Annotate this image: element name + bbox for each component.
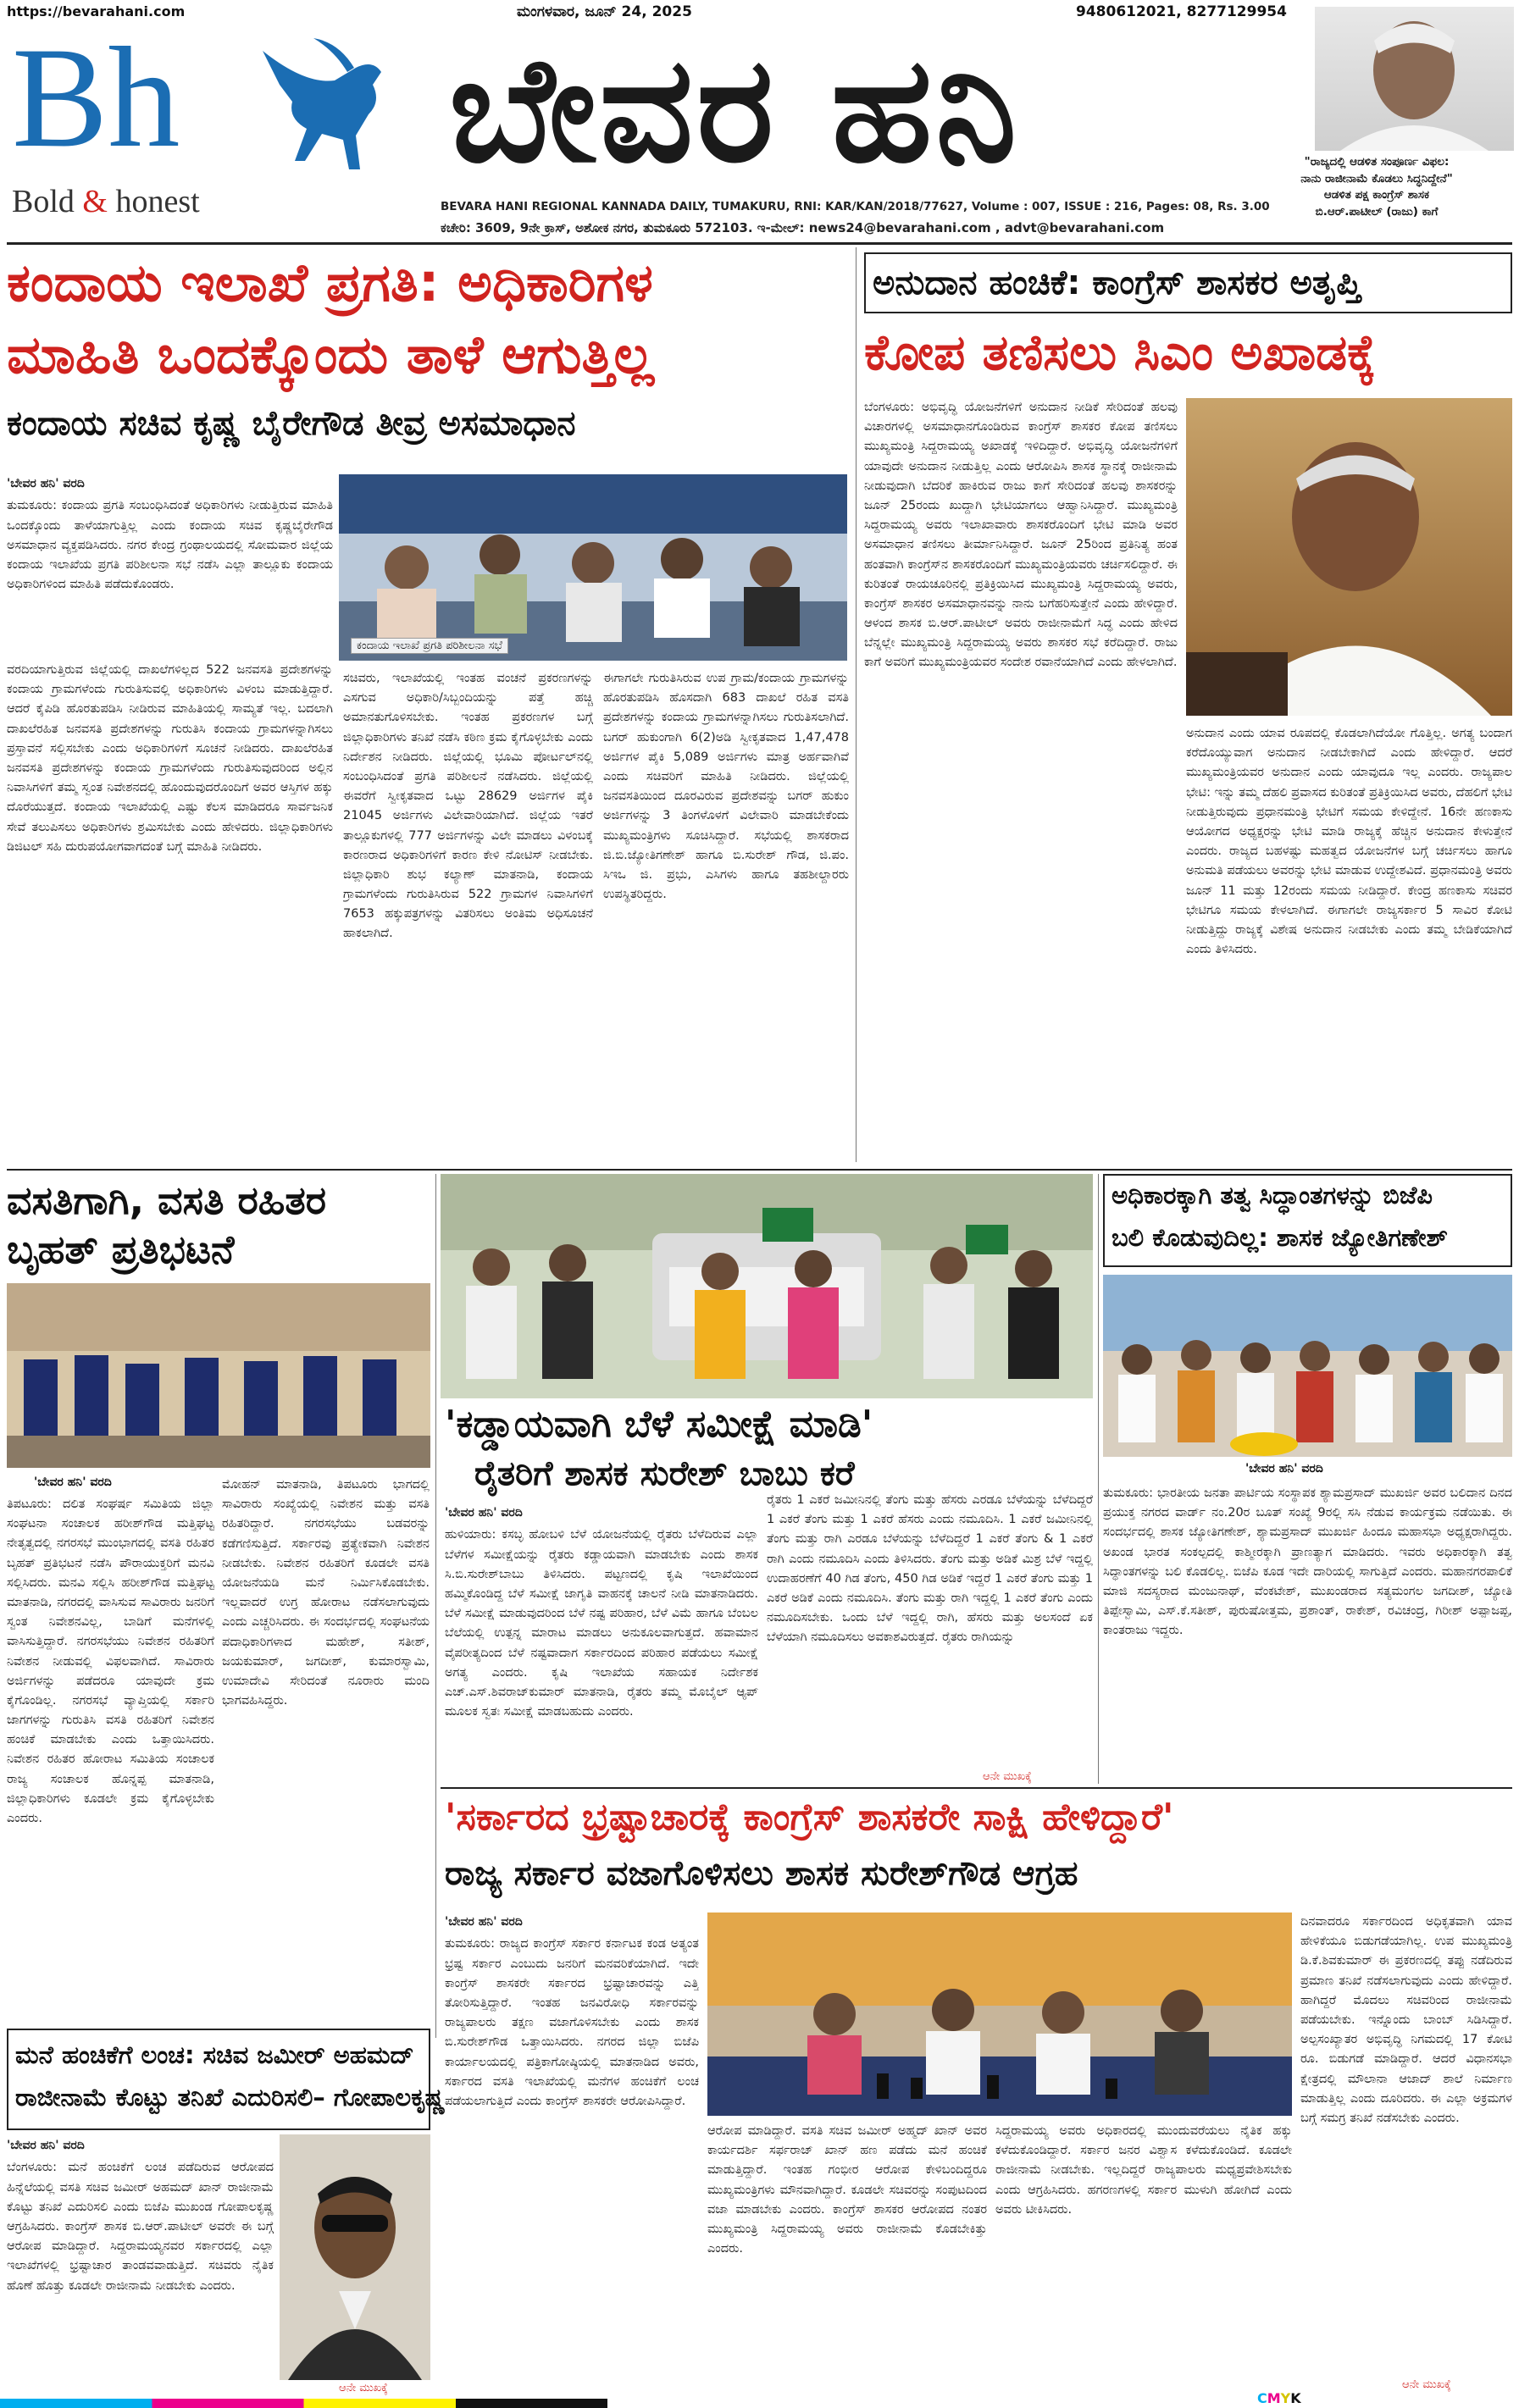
story5-headline-2: ಬಲಿ ಕೊಡುವುದಿಲ್ಲ: ಶಾಸಕ ಜ್ಯೋತಿಗಣೇಶ್ (1112, 1223, 1448, 1252)
story2-col1-text: ಬೆಂಗಳೂರು: ಅಭಿವೃದ್ಧಿ ಯೋಜನೆಗಳಿಗೆ ಅನುದಾನ ನೀಡಿಕೆ ಸೇರಿದಂತೆ ಹಲವು ವಿಚಾರಗಳಲ್ಲಿ ಅಸಮಾಧಾನಗೊಂಡಿರುವ ಕಾಂಗ್ರೆಸ್ ಶಾಸಕರ ಕೋಪ ತಣಿಸಲು ಮುಖ್ಯಮಂತ್ರಿ ಸಿದ್ದರಾಮಯ್ಯ ಅಖಾಡಕ್ಕೆ ಇಳಿದಿದ್ದಾರೆ. ಅಭಿವೃದ್ಧಿ ಯೋಜನೆಗಳಿಗೆ ಯಾವುದೇ ಅನುದಾನ ನೀಡುತ್ತಿಲ್ಲ ಎಂದು ಆರೋಪಿಸಿ ಶಾಸಕ ಸ್ಥಾನಕ್ಕೆ ರಾಜೀನಾಮೆ ನೀಡುವುದಾಗಿ ಬೆದರಿಕೆ ಹಾಕಿರುವ ರಾಜು ಕಾಗೆ ಸೇರಿದಂತೆ ಹಲವು ಶಾಸಕರನ್ನು ಜೂನ್ 25ರಂದು ಖುದ್ದಾಗಿ ಭೇಟಿಯಾಗಲು ಆಹ್ವಾನಿಸಿದ್ದಾರೆ. ಮುಖ್ಯಮಂತ್ರಿ ಸಿದ್ದರಾಮಯ್ಯ ಅವರು ಇಲಾಖಾವಾರು ಶಾಸಕರೊಂದಿಗೆ ಭೇಟಿ ಮಾಡಿ ಅವರ ಅಸಮಾಧಾನ ತಣಿಸಲು ತೀರ್ಮಾನಿಸಿದ್ದಾರೆ. ಜೂನ್ 25ರಿಂದ ಪ್ರತಿನಿತ್ಯ ಹಂತ ಹಂತವಾಗಿ ಕಾಂಗ್ರೆಸ್‌ನ ಶಾಸಕರೊಂದಿಗೆ ಮುಖ್ಯಮಂತ್ರಿಯವರು ಚರ್ಚಿಸಲಿದ್ದಾರೆ. ಈ ಕುರಿತಂತೆ ರಾಯಚೂರಿನಲ್ಲಿ ಪ್ರತಿಕ್ರಿಯಿಸಿದ ಮುಖ್ಯಮಂತ್ರಿ ಸಿದ್ದರಾಮಯ್ಯ ಅವರು, ಕಾಂಗ್ರೆಸ್ ಶಾಸಕರ ಅಸಮಾಧಾನವನ್ನು ನಾನು ಬಗೆಹರಿಸುತ್ತೇನೆ ಎಂದು ಹೇಳಿದ್ದಾರೆ. ಆಳಂದ ಶಾಸಕ ಬಿ.ಆರ್.ಪಾಟೀಲ್ ಅವರು ರಾಜೀನಾಮೆಗೆ ಸಿದ್ಧ ಎಂದು ಹೇಳಿದ ಬೆನ್ನಲ್ಲೇ ಮುಖ್ಯಮಂತ್ರಿ ಸಿದ್ದರಾಮಯ್ಯ ಅವರು ಶಾಸಕರ ಸಭೆ ಕರೆದಿದ್ದಾರೆ. ರಾಜು ಕಾಗೆ ಅವರಿಗೆ ಮುಖ್ಯಮಂತ್ರಿಯವರ ಸಂದೇಶ ರವಾನೆಯಾಗಿದೆ ಎಂದು ಹೇಳಲಾಗಿದೆ. (864, 401, 1178, 670)
divider-4 (1098, 1174, 1099, 1784)
cm-photo (1186, 398, 1512, 716)
story1-col2-text: ಸಚಿವರು, ಇಲಾಖೆಯಲ್ಲಿ ಇಂತಹ ವಂಚನೆ ಪ್ರಕರಣಗಳನ್ನು ಎಸಗುವ ಅಧಿಕಾರಿ/ಸಿಬ್ಬಂದಿಯನ್ನು ಪತ್ತೆ ಹಚ್ಚಿ ಅಮಾನತುಗೊಳಿಸಬೇಕು. ಇಂತಹ ಪ್ರಕರಣಗಳ ಬಗ್ಗೆ ಜಿಲ್ಲಾಧಿಕಾರಿಗಳು ತನಿಖೆ ನಡೆಸಿ ಕಠಿಣ ಕ್ರಮ ಕೈಗೊಳ್ಳಬೇಕು ಎಂದು ನಿರ್ದೇಶನ ನೀಡಿದರು. ಜಿಲ್ಲೆಯಲ್ಲಿ ಭೂಮಿ ಪೋರ್ಟಲ್‌ನಲ್ಲಿ ಸಂಬಂಧಿಸಿದಂತೆ ಪ್ರಗತಿ ಪರಿಶೀಲನೆ ನಡೆಸಿದರು. ಜಿಲ್ಲೆಯಲ್ಲಿ ಈವರೆಗೆ ಸ್ವೀಕೃತವಾದ ಒಟ್ಟು 28629 ಅರ್ಜಿಗಳ ಪೈಕಿ 21045 ಅರ್ಜಿಗಳು ವಿಲೇವಾರಿಯಾಗಿದೆ. ಜಿಲ್ಲೆಯ ಇತರೆ ತಾಲ್ಲೂಕುಗಳಲ್ಲಿ 777 ಅರ್ಜಿಗಳನ್ನು ವಿಲೇ ಮಾಡಲು ವಿಳಂಬಕ್ಕೆ ಕಾರಣರಾದ ಅಧಿಕಾರಿಗಳಿಗೆ ಕಾರಣ ಕೇಳಿ ನೋಟಿಸ್ ನೀಡಬೇಕು. ಜಿಲ್ಲಾಧಿಕಾರಿ ಶುಭ ಕಲ್ಯಾಣ್ ಮಾತನಾಡಿ, ಕಂದಾಯ ಗ್ರಾಮಗಳೆಂದು ಗುರುತಿಸಿರುವ 522 ಗ್ರಾಮಗಳ ನಿವಾಸಿಗಳಿಗೆ 7653 ಹಕ್ಕುಪತ್ರಗಳನ್ನು ವಿತರಿಸಲು ಅಂತಿಮ ಅಧಿಸೂಚನೆ ಹಾಕಲಾಗಿದೆ. (343, 672, 593, 941)
story5-headline-1: ಅಧಿಕಾರಕ್ಕಾಗಿ ತತ್ವ ಸಿದ್ಧಾಂತಗಳನ್ನು ಬಿಜೆಪಿ (1112, 1181, 1433, 1210)
story4-col2-text: ರೈತರು 1 ಎಕರೆ ಜಮೀನಿನಲ್ಲಿ ತೆಂಗು ಮತ್ತು ಹೆಸರು ಎರಡೂ ಬೆಳೆಯನ್ನು ಬೆಳೆದಿದ್ದರೆ 1 ಎಕರೆ ತೆಂಗು ಮತ್ತು 1 ಎಕರೆ ಹೆಸರು ಎಂದು ನಮೂದಿಸಿ. 1 ಎಕರೆ ಜಮೀನಿನಲ್ಲಿ ತೆಂಗು ಮತ್ತು ರಾಗಿ ಎರಡೂ ಬೆಳೆಯನ್ನು ಬೆಳೆದಿದ್ದರೆ 1 ಎಕರೆ ತೆಂಗು & 1 ಎಕರೆ ರಾಗಿ ಎಂದು ನಮೂದಿಸಿ ಎಂದು ತಿಳಿಸಿದರು. ತೆಂಗು ಮತ್ತು ಅಡಿಕೆ ಮಿಶ್ರ ಬೆಳೆ ಇದ್ದಲ್ಲಿ ಉದಾಹರಣೆಗೆ 40 ಗಿಡ ತೆಂಗು, 450 ಗಿಡ ಅಡಿಕೆ ಇದ್ದರೆ 1 ಎಕರೆ ತೆಂಗು ಮತ್ತು 1 ಎಕರೆ ಅಡಿಕೆ ಎಂದು ನಮೂದಿಸಿ. ತೆಂಗು ಮತ್ತು ರಾಗಿ ಇದ್ದಲ್ಲಿ 1 ಎಕರೆ ತೆಂಗು ಎಂದು ನಮೂದಿಸಬೇಕು. ಒಂದು ಬೆಳೆ ಇದ್ದಲ್ಲಿ ರಾಗಿ, ಹೆಸರು ಮತ್ತು ಅಲಸಂದೆ ಏಕ ಬೆಳೆಯಾಗಿ ನಮೂದಿಸಲು ಅವಕಾಶವಿರುತ್ತದೆ. ರೈತರು ರಾಗಿಯನ್ನು (767, 1493, 1093, 1645)
story7-portrait (280, 2134, 430, 2380)
quote-line-4: ಬಿ.ಆರ್.ಪಾಟೀಲ್ (ರಾಜು) ಕಾಗೆ (1315, 204, 1439, 219)
quote-line-3: ಆಡಳಿತ ಪಕ್ಷ ಕಾಂಗ್ರೆಸ್ ಶಾಸಕ (1323, 188, 1430, 202)
story1-col1b-text: ವರದಿಯಾಗುತ್ತಿರುವ ಜಿಲ್ಲೆಯಲ್ಲಿ ದಾಖಲೆಗಳಿಲ್ಲದ 522 ಜನವಸತಿ ಪ್ರದೇಶಗಳನ್ನು ಕಂದಾಯ ಗ್ರಾಮಗಳೆಂದು ಗುರುತಿಸುವಲ್ಲಿ ಅಧಿಕಾರಿಗಳು ವಿಳಂಬ ಮಾಡುತ್ತಿದ್ದಾರೆ. ಆದರೆ ಕೈಪಿಡಿ ಹೊರತುಪಡಿಸಿ ನೀಡಿರುವ ಮಾಹಿತಿಯಲ್ಲಿ ಸಾಮ್ಯತೆ ಇಲ್ಲ. ಬದಲಾಗಿ ದಾಖಲೆರಹಿತ ಜನವಸತಿ ಪ್ರದೇಶಗಳನ್ನು ಗುರುತಿಸಿ ಕಂದಾಯ ಗ್ರಾಮಗಳನ್ನಾಗಿಸಲು ಪ್ರಸ್ತಾವನೆ ಸಲ್ಲಿಸಬೇಕು ಎಂದು ಅಧಿಕಾರಿಗಳಿಗೆ ಸೂಚನೆ ನೀಡಿದರು. ದಾಖಲೆರಹಿತ ಜನವಸತಿ ಪ್ರದೇಶಗಳನ್ನು ಕಂದಾಯ ಗ್ರಾಮಗಳೆಂದು ಗುರುತಿಸುವುದರಿಂದ ಅಲ್ಲಿನ ನಿವಾಸಿಗಳಿಗೆ ತಮ್ಮ ಸ್ವಂತ ನಿವೇಶನದಲ್ಲಿ ಹೊಂದುವುದರೊಂದಿಗೆ ಅವರ ಆಸ್ತಿಗಳ ಹಕ್ಕು ದೊರೆಯುತ್ತದೆ. ಕಂದಾಯ ಇಲಾಖೆಯಲ್ಲಿ ಎಷ್ಟು ಕೆಲಸ ಮಾಡಿದರೂ ಸಾರ್ವಜನಿಕ ಸೇವೆ ತಲುಪಿಸಲು ಅಧಿಕಾರಿಗಳು ಶ್ರಮಿಸಬೇಕು ಎಂದು ಹೇಳಿದರು. ಜಿಲ್ಲಾಧಿಕಾರಿಗಳು ಡಿಜಿಟಲ್ ಸಹಿ ದುರುಪಯೋಗವಾಗದಂತೆ ಬಗ್ಗೆ ಮಾಹಿತಿ ನೀಡಿದರು. (7, 663, 333, 854)
story4-column-2 (767, 1491, 1093, 1770)
story6-headline-2: ರಾಜ್ಯ ಸರ್ಕಾರ ವಜಾಗೊಳಿಸಲು ಶಾಸಕ ಸುರೇಶ್‌ಗೌಡ ಆಗ್ರಹ (445, 1854, 1078, 1893)
story6-ad-note: ಆನೇ ಮುಖಕ್ಕೆ (1402, 2378, 1451, 2391)
story1-headline-1: ಕಂದಾಯ ಇಲಾಖೆ ಪ್ರಗತಿ: ಅಧಿಕಾರಿಗಳ (7, 252, 653, 313)
story6-col1-text: ತುಮಕೂರು: ರಾಜ್ಯದ ಕಾಂಗ್ರೆಸ್ ಸರ್ಕಾರ ಕರ್ನಾಟಕ ಕಂಡ ಅತ್ಯಂತ ಭ್ರಷ್ಟ ಸರ್ಕಾರ ಎಂಬುದು ಜನರಿಗೆ ಮನವರಿಕೆಯಾಗಿದೆ. ಇದೇ ಕಾಂಗ್ರೆಸ್ ಶಾಸಕರೇ ಸರ್ಕಾರದ ಭ್ರಷ್ಟಾಚಾರವನ್ನು ಎತ್ತಿ ತೋರಿಸುತ್ತಿದ್ದಾರೆ. ಇಂತಹ ಜನವಿರೋಧಿ ಸರ್ಕಾರವನ್ನು ರಾಜ್ಯಪಾಲರು ತಕ್ಷಣ ವಜಾಗೊಳಿಸಬೇಕು ಎಂದು ಶಾಸಕ ಬಿ.ಸುರೇಶ್‌ಗೌಡ ಒತ್ತಾಯಿಸಿದರು. ನಗರದ ಜಿಲ್ಲಾ ಬಿಜೆಪಿ ಕಾರ್ಯಾಲಯದಲ್ಲಿ ಪತ್ರಿಕಾಗೋಷ್ಠಿಯಲ್ಲಿ ಮಾತನಾಡಿದ ಅವರು, ಸರ್ಕಾರದ ವಸತಿ ಇಲಾಖೆಯಲ್ಲಿ ಮನೆಗಳ ಹಂಚಿಕೆಗೆ ಲಂಚ ಪಡೆಯಲಾಗುತ್ತಿದೆ ಎಂದು ಕಾಂಗ್ರೆಸ್ ಶಾಸಕರೇ ಆರೋಪಿಸಿದ್ದಾರೆ. (445, 1937, 699, 2108)
story3-byline: 'ಬೇವರ ಹನಿ' ವರದಿ (34, 1475, 112, 1489)
story4-column-1 (445, 1503, 758, 1783)
issue-date: ಮಂಗಳವಾರ, ಜೂನ್ 24, 2025 (517, 3, 692, 20)
story3-col2-text: ಮೋಹನ್ ಮಾತನಾಡಿ, ತಿಪಟೂರು ಭಾಗದಲ್ಲಿ ಸಾವಿರಾರು ಸಂಖ್ಯೆಯಲ್ಲಿ ನಿವೇಶನ ಮತ್ತು ವಸತಿ ರಹಿತರಿದ್ದಾರೆ. ನಗರಸಭೆಯು ಬಡವರನ್ನು ಕಡೆಗಣಿಸುತ್ತಿದೆ. ಸರ್ಕಾರವು ಪ್ರತ್ಯೇಕವಾಗಿ ನಿವೇಶನ ನೀಡಬೇಕು. ನಿವೇಶನ ರಹಿತರಿಗೆ ಕೂಡಲೇ ವಸತಿ ಯೋಜನೆಯಡಿ ಮನೆ ನಿರ್ಮಿಸಿಕೊಡಬೇಕು. ಇಲ್ಲವಾದರೆ ಉಗ್ರ ಹೋರಾಟ ನಡೆಸಲಾಗುವುದು ಎಂದು ಎಚ್ಚರಿಸಿದರು. ಈ ಸಂದರ್ಭದಲ್ಲಿ ಸಂಘಟನೆಯ ಪದಾಧಿಕಾರಿಗಳಾದ ಮಹೇಶ್, ಸತೀಶ್, ಜಯಕುಮಾರ್, ಜಗದೀಶ್, ಕುಮಾರಸ್ವಾಮಿ, ಉಮಾದೇವಿ ಸೇರಿದಂತೆ ನೂರಾರು ಮಂದಿ ಭಾಗವಹಿಸಿದ್ದರು. (222, 1478, 430, 1708)
antelope-icon (254, 34, 398, 178)
story5-bjp-event-photo (1103, 1275, 1512, 1457)
quote-box (1237, 154, 1516, 220)
website-url[interactable]: https://bevarahani.com (7, 3, 186, 19)
tagline-amp: & (82, 184, 108, 219)
story3-column-1 (7, 1495, 214, 2020)
story5-column-1 (1103, 1484, 1512, 1780)
tagline-honest: honest (115, 184, 200, 219)
logo-letters: Bh (12, 18, 180, 177)
story1-col1-text: ತುಮಕೂರು: ಕಂದಾಯ ಪ್ರಗತಿ ಸಂಬಂಧಿಸಿದಂತೆ ಅಧಿಕಾರಿಗಳು ನೀಡುತ್ತಿರುವ ಮಾಹಿತಿ ಒಂದಕ್ಕೊಂದು ತಾಳೆಯಾಗುತ್ತಿಲ್ಲ ಎಂದು ಕಂದಾಯ ಸಚಿವ ಕೃಷ್ಣಬೈರೇಗೌಡ ಅಸಮಾಧಾನ ವ್ಯಕ್ತಪಡಿಸಿದರು. ನಗರ ಕೇಂದ್ರ ಗ್ರಂಥಾಲಯದಲ್ಲಿ ಸೋಮವಾರ ಜಿಲ್ಲೆಯ ಕಂದಾಯ ಇಲಾಖೆಯ ಪ್ರಗತಿ ಪರಿಶೀಲನಾ ಸಭೆ ನಡೆಸಿ ಎಲ್ಲಾ ತಾಲ್ಲೂಕು ಕಂದಾಯ ಅಧಿಕಾರಿಗಳಿಂದ ಮಾಹಿತಿ ಪಡೆದುಕೊಂಡರು. (7, 499, 333, 592)
story7-ad-note: ಆನೇ ಮುಖಕ್ಕೆ (339, 2382, 388, 2394)
politician-portrait (1315, 7, 1514, 151)
story6-column-2 (707, 2122, 987, 2393)
story2-headline-2: ಕೋಪ ತಣಿಸಲು ಸಿಎಂ ಅಖಾಡಕ್ಕೆ (864, 324, 1377, 381)
story4-col1-text: ಹುಳಿಯಾರು: ಕಸಬ್ಳ ಹೋಬಳಿ ಬೆಳೆ ಯೋಜನೆಯಲ್ಲಿ ರೈತರು ಬೆಳೆದಿರುವ ಎಲ್ಲಾ ಬೆಳೆಗಳ ಸಮೀಕ್ಷೆಯನ್ನು ರೈತರು ಕಡ್ಡಾಯವಾಗಿ ಮಾಡಬೇಕು ಎಂದು ಶಾಸಕ ಸಿ.ಬಿ.ಸುರೇಶ್‌ಬಾಬು ತಿಳಿಸಿದರು. ಪಟ್ಟಣದಲ್ಲಿ ಕೃಷಿ ಇಲಾಖೆಯಿಂದ ಹಮ್ಮಿಕೊಂಡಿದ್ದ ಬೆಳೆ ಸಮೀಕ್ಷೆ ಜಾಗೃತಿ ವಾಹನಕ್ಕೆ ಚಾಲನೆ ನೀಡಿ ಮಾತನಾಡಿದರು. ಬೆಳೆ ಸಮೀಕ್ಷೆ ಮಾಡುವುದರಿಂದ ಬೆಳೆ ನಷ್ಟ ಪರಿಹಾರ, ಬೆಳೆ ವಿಮೆ ಹಾಗೂ ಬೆಂಬಲ ಬೆಲೆಯಲ್ಲಿ ಉತ್ಪನ್ನ ಮಾರಾಟ ಮಾಡಲು ಅನುಕೂಲವಾಗುತ್ತದೆ. ಹವಾಮಾನ ವೈಪರೀತ್ಯದಿಂದ ಬೆಳೆ ನಷ್ಟವಾದಾಗ ಸರ್ಕಾರದಿಂದ ಪರಿಹಾರ ಪಡೆಯಲು ಸಮೀಕ್ಷೆ ಅಗತ್ಯ ಎಂದರು. ಕೃಷಿ ಇಲಾಖೆಯ ಸಹಾಯಕ ನಿರ್ದೇಶಕ ಎಚ್.ಎಸ್.ಶಿವರಾಜ್‌ಕುಮಾರ್ ಮಾತನಾಡಿ, ರೈತರು ತಮ್ಮ ಮೊಬೈಲ್ ಆ್ಯಪ್ ಮೂಲಕ ಸ್ವತಃ ಸಮೀಕ್ಷೆ ಮಾಡಬಹುದು ಎಂದರು. (445, 1528, 758, 1719)
story7-headline-2: ರಾಜೀನಾಮೆ ಕೊಟ್ಟು ತನಿಖೆ ಎದುರಿಸಲಿ– ಗೋಪಾಲಕೃಷ್ಣ (15, 2083, 446, 2112)
cmyk-y: Y (1280, 2390, 1291, 2406)
newspaper-title: ಬೇವರ ಹನಿ (449, 23, 1021, 195)
story5-headline-box (1103, 1174, 1512, 1267)
tagline-bold: Bold (12, 184, 75, 219)
story2-headline-box (864, 252, 1512, 313)
story1-headline-2: ಮಾಹಿತಿ ಒಂದಕ್ಕೊಂದು ತಾಳೆ ಆಗುತ್ತಿಲ್ಲ (7, 324, 655, 385)
story1-col3-text: ಈಗಾಗಲೇ ಗುರುತಿಸಿರುವ ಉಪ ಗ್ರಾಮ/ಕಂದಾಯ ಗ್ರಾಮಗಳನ್ನು ಹೊರತುಪಡಿಸಿ ಹೊಸದಾಗಿ 683 ದಾಖಲೆ ರಹಿತ ವಸತಿ ಪ್ರದೇಶಗಳನ್ನು ಕಂದಾಯ ಗ್ರಾಮಗಳನ್ನಾಗಿಸಲು ಗುರುತಿಸಲಾಗಿದೆ. ಬಗರ್ ಹುಕುಂಗಾಗಿ 6(2)ಅಡಿ ಸ್ವೀಕೃತವಾದ 1,47,478 ಅರ್ಜಿಗಳ ಪೈಕಿ 5,089 ಅರ್ಜಿಗಳು ಮಾತ್ರ ಅರ್ಹವಾಗಿವೆ ಎಂದು ಸಚಿವರಿಗೆ ಮಾಹಿತಿ ನೀಡಿದರು. ಜಿಲ್ಲೆಯಲ್ಲಿ ಜನವಸತಿಯಿಂದ ದೂರವಿರುವ ಪ್ರದೇಶವನ್ನು ಬಗರ್ ಹುಕುಂ ಅರ್ಜಿಗಳನ್ನು 3 ತಿಂಗಳೊಳಗೆ ವಿಲೇವಾರಿ ಮಾಡಬೇಕೆಂದು ಮುಖ್ಯಮಂತ್ರಿಗಳು ಸೂಚಿಸಿದ್ದಾರೆ. ಸಭೆಯಲ್ಲಿ ಶಾಸಕರಾದ ಜಿ.ಬಿ.ಜ್ಯೋತಿಗಣೇಶ್ ಹಾಗೂ ಬಿ.ಸುರೇಶ್ ಗೌಡ, ಜಿ.ಪಂ. ಸಿಇಒ ಜಿ. ಪ್ರಭು, ಎಸಿಗಳು ಹಾಗೂ ತಹಶೀಲ್ದಾರರು ಉಪಸ್ಥಿತರಿದ್ದರು. (603, 672, 849, 902)
phone-numbers: 9480612021, 8277129954 (1076, 3, 1287, 20)
quote-line-2: ನಾನು ರಾಜೀನಾಮೆ ಕೊಡಲು ಸಿದ್ಧನಿದ್ದೇನೆ" (1300, 171, 1453, 185)
story1-subhead: ಕಂದಾಯ ಸಚಿವ ಕೃಷ್ಣ ಬೈರೇಗೌಡ ತೀವ್ರ ಅಸಮಾಧಾನ (7, 404, 576, 443)
story5-byline: 'ಬೇವರ ಹನಿ' ವರದಿ (1245, 1462, 1323, 1475)
story5-col1-text: ತುಮಕೂರು: ಭಾರತೀಯ ಜನತಾ ಪಾರ್ಟಿಯ ಸಂಸ್ಥಾಪಕ ಶ್ಯಾಮಪ್ರಸಾದ್ ಮುಖರ್ಜಿ ಅವರ ಬಲಿದಾನ ದಿನದ ಪ್ರಯುಕ್ತ ನಗರದ ವಾರ್ಡ್ ನಂ.20ರ ಬೂತ್ ಸಂಖ್ಯೆ 9ರಲ್ಲಿ ಸಸಿ ನೆಡುವ ಕಾರ್ಯಕ್ರಮ ನಡೆಯಿತು. ಈ ಸಂದರ್ಭದಲ್ಲಿ ಶಾಸಕ ಜ್ಯೋತಿಗಣೇಶ್, ಶ್ಯಾಮಪ್ರಸಾದ್ ಮುಖರ್ಜಿ ಹಿಂದೂ ಮಹಾಸಭಾ ಅಧ್ಯಕ್ಷರಾಗಿದ್ದರು. ಅಖಂಡ ಭಾರತ ಸಂಕಲ್ಪದಲ್ಲಿ ಕಾಶ್ಮೀರಕ್ಕಾಗಿ ಪ್ರಾಣತ್ಯಾಗ ಮಾಡಿದರು. ಇವರು ಅಧಿಕಾರಕ್ಕಾಗಿ ತತ್ವ ಸಿದ್ಧಾಂತಗಳನ್ನು ಬಲಿ ಕೊಡಲಿಲ್ಲ. ಬಿಜೆಪಿ ಕೂಡ ಇದೇ ದಾರಿಯಲ್ಲಿ ಸಾಗುತ್ತಿದೆ ಎಂದರು. ಮಹಾನಗರಪಾಲಿಕೆ ಮಾಜಿ ಸದಸ್ಯರಾದ ಮಂಜುನಾಥ್, ವೆಂಕಟೇಶ್, ಮುಖಂಡರಾದ ಸತ್ಯಮಂಗಲ ಜಗದೀಶ್, ಜ್ಯೋತಿ ತಿಪ್ಪೇಸ್ವಾಮಿ, ಎಸ್.ಕೆ.ಸತೀಶ್, ಪುರುಷೋತ್ತಮ, ಪ್ರಶಾಂತ್, ರಾಕೇಶ್, ರವಿಚಂದ್ರ, ಗಿರೀಶ್ ಅಪ್ಪಾಜಪ್ಪ, ಕಾಂತರಾಜು ಇದ್ದರು. (1103, 1486, 1512, 1638)
cmyk-m: M (1267, 2390, 1281, 2406)
story1-column-2 (343, 669, 593, 1203)
logo-tagline (12, 183, 200, 220)
logo (7, 18, 261, 229)
story1-photo (339, 474, 847, 661)
story4-ad-note: ಆನೇ ಮುಖಕ್ಕೆ (983, 1770, 1032, 1783)
story6-column-1 (445, 1913, 699, 2395)
story1-column-1b (7, 661, 333, 1203)
cmyk-k: K (1290, 2390, 1301, 2406)
masthead-rule (7, 242, 1512, 245)
story1-byline: 'ಬೇವರ ಹನಿ' ವರದಿ (7, 477, 85, 490)
office-address: ಕಚೇರಿ: 3609, 9ನೇ ಕ್ರಾಸ್, ಅಶೋಕ ನಗರ, ತುಮಕೂರು 572103. ಇ-ಮೇಲ್: news24@bevarahani.com , advt@bevarahani.com (441, 220, 1165, 235)
story6-column-4 (1300, 1913, 1512, 2378)
story3-column-2 (222, 1475, 430, 2020)
story6-press-meet-photo (707, 1913, 1292, 2116)
story1-column-3 (603, 669, 849, 1203)
story4-crop-survey-photo (441, 1174, 1093, 1398)
story6-column-3 (995, 2122, 1292, 2393)
story6-col2-text: ಆರೋಪ ಮಾಡಿದ್ದಾರೆ. ವಸತಿ ಸಚಿವ ಜಮೀರ್ ಅಹ್ಮದ್ ಖಾನ್ ಅವರ ಕಾರ್ಯದರ್ಶಿ ಸರ್ಫರಾಜ್ ಖಾನ್ ಹಣ ಪಡೆದು ಮನೆ ಹಂಚಿಕೆ ಮಾಡುತ್ತಿದ್ದಾರೆ. ಇಂತಹ ಗಂಭೀರ ಆರೋಪ ಕೇಳಿಬಂದಿದ್ದರೂ ಮುಖ್ಯಮಂತ್ರಿಗಳು ಮೌನವಾಗಿದ್ದಾರೆ. ಕೂಡಲೇ ಸಚಿವರನ್ನು ಸಂಪುಟದಿಂದ ವಜಾ ಮಾಡಬೇಕು ಎಂದರು. ಕಾಂಗ್ರೆಸ್ ಶಾಸಕರ ಆರೋಪದ ನಂತರ ಮುಖ್ಯಮಂತ್ರಿ ಸಿದ್ದರಾಮಯ್ಯ ಅವರು ರಾಜೀನಾಮೆ ಕೊಡಬೇಕಿತ್ತು ಎಂದರು. (707, 2124, 987, 2256)
story7-headline-box (7, 2029, 446, 2130)
cmyk-c: C (1257, 2390, 1267, 2406)
divider-5 (441, 1787, 1512, 1789)
story4-headline-2: ರೈತರಿಗೆ ಶಾಸಕ ಸುರೇಶ್ ಬಾಬು ಕರೆ (474, 1454, 855, 1493)
story4-byline: 'ಬೇವರ ಹನಿ' ವರದಿ (445, 1506, 523, 1520)
story7-byline: 'ಬೇವರ ಹನಿ' ವರದಿ (7, 2139, 85, 2152)
divider-1 (856, 247, 857, 1162)
story3-protest-photo (7, 1283, 430, 1468)
story2-col2-text: ಅನುದಾನ ಎಂದು ಯಾವ ರೂಪದಲ್ಲಿ ಕೊಡಲಾಗಿದೆಯೋ ಗೊತ್ತಿಲ್ಲ. ಅಗತ್ಯ ಬಂದಾಗ ಕರೆದೊಯ್ಯುವಾಗ ಅನುದಾನ ನೀಡಬೇಕಾಗಿದೆ ಎಂದು ಹೇಳಿದ್ದಾರೆ. ಆದರೆ ಮುಖ್ಯಮಂತ್ರಿಯವರ ಅನುದಾನ ಎಂದು ಯಾವುದೂ ಇಲ್ಲ ಎಂದರು. ರಾಜ್ಯಪಾಲ ಭೇಟಿ: ಇನ್ನು ತಮ್ಮ ದೆಹಲಿ ಪ್ರವಾಸದ ಕುರಿತಂತೆ ಪ್ರತಿಕ್ರಿಯಿಸಿದ ಅವರು, ದೆಹಲಿಗೆ ಭೇಟಿ ನೀಡುತ್ತಿರುವುದು ಪ್ರಧಾನಮಂತ್ರಿ ಭೇಟಿಗೆ ಸಮಯ ಕೇಳಿದ್ದೇನೆ. 16ನೇ ಹಣಕಾಸು ಆಯೋಗದ ಅಧ್ಯಕ್ಷರನ್ನು ಭೇಟಿ ಮಾಡಿ ರಾಜ್ಯಕ್ಕೆ ಹೆಚ್ಚಿನ ಅನುದಾನ ಕೇಳುತ್ತೇನೆ ಎಂದರು. ರಾಜ್ಯದ ಬಹಳಷ್ಟು ಮಹತ್ವದ ಯೋಜನೆಗಳ ಬಗ್ಗೆ ಚರ್ಚಿಸಲು ಹಾಗೂ ಅನುಮತಿ ಪಡೆಯಲು ಅವರನ್ನು ಭೇಟಿ ಮಾಡುವ ಉದ್ದೇಶವಿದೆ. ಪ್ರಧಾನಮಂತ್ರಿ ಅವರು ಜೂನ್ 11 ಮತ್ತು 12ರಂದು ಸಮಯ ನೀಡಿದ್ದಾರೆ. ಕೇಂದ್ರ ಹಣಕಾಸು ಸಚಿವರ ಭೇಟಿಗೂ ಸಮಯ ಕೇಳಲಾಗಿದೆ. ಈಗಾಗಲೇ ರಾಜ್ಯಸರ್ಕಾರ 5 ಸಾವಿರ ಕೋಟಿ ನೀಡುತ್ತಿದ್ದು ರಾಜ್ಯಕ್ಕೆ ವಿಶೇಷ ಅನುದಾನ ನೀಡಬೇಕು ಎಂದು ತಮ್ಮ ಬೇಡಿಕೆಯಾಗಿದೆ ಎಂದು ತಿಳಿಸಿದರು. (1186, 727, 1512, 957)
story3-col1-text: ತಿಪಟೂರು: ದಲಿತ ಸಂಘರ್ಷ ಸಮಿತಿಯ ಜಿಲ್ಲಾ ಸಂಘಟನಾ ಸಂಚಾಲಕ ಹರೀಶ್‌ಗೌಡ ಮತ್ತಿಘಟ್ಟ ನೇತೃತ್ವದಲ್ಲಿ ನಗರಸಭೆ ಮುಂಭಾಗದಲ್ಲಿ ವಸತಿ ರಹಿತರ ಬೃಹತ್ ಪ್ರತಿಭಟನೆ ನಡೆಸಿ ಪೌರಾಯುಕ್ತರಿಗೆ ಮನವಿ ಸಲ್ಲಿಸಿದರು. ಮನವಿ ಸಲ್ಲಿಸಿ ಹರೀಶ್‌ಗೌಡ ಮತ್ತಿಘಟ್ಟ ಮಾತನಾಡಿ, ನಗರದಲ್ಲಿ ವಾಸಿಸುವ ಸಾವಿರಾರು ಜನರಿಗೆ ಸ್ವಂತ ನಿವೇಶನವಿಲ್ಲ, ಬಾಡಿಗೆ ಮನೆಗಳಲ್ಲಿ ವಾಸಿಸುತ್ತಿದ್ದಾರೆ. ನಗರಸಭೆಯು ನಿವೇಶನ ರಹಿತರಿಗೆ ನಿವೇಶನ ನೀಡುವಲ್ಲಿ ವಿಫಲವಾಗಿದೆ. ಸಾವಿರಾರು ಅರ್ಜಿಗಳನ್ನು ಪಡೆದರೂ ಯಾವುದೇ ಕ್ರಮ ಕೈಗೊಂಡಿಲ್ಲ. ನಗರಸಭೆ ವ್ಯಾಪ್ತಿಯಲ್ಲಿ ಸರ್ಕಾರಿ ಜಾಗಗಳನ್ನು ಗುರುತಿಸಿ ವಸತಿ ರಹಿತರಿಗೆ ನಿವೇಶನ ಹಂಚಿಕೆ ಮಾಡಬೇಕು ಎಂದು ಒತ್ತಾಯಿಸಿದರು. ನಿವೇಶನ ರಹಿತರ ಹೋರಾಟ ಸಮಿತಿಯ ಸಂಚಾಲಕ ರಾಜ್ಯ ಸಂಚಾಲಕ ಹೊನ್ನಪ್ಪ ಮಾತನಾಡಿ, ಜಿಲ್ಲಾಧಿಕಾರಿಗಳು ಕೂಡಲೇ ಕ್ರಮ ಕೈಗೊಳ್ಳಬೇಕು ಎಂದರು. (7, 1497, 214, 1825)
story7-headline-1: ಮನೆ ಹಂಚಿಕೆಗೆ ಲಂಚ: ಸಚಿವ ಜಮೀರ್ ಅಹಮದ್ (15, 2040, 414, 2069)
story2-column-2 (1186, 724, 1512, 1160)
story6-col4-text: ದಿನವಾದರೂ ಸರ್ಕಾರದಿಂದ ಅಧಿಕೃತವಾಗಿ ಯಾವ ಹೇಳಿಕೆಯೂ ಬಿಡುಗಡೆಯಾಗಿಲ್ಲ. ಉಪ ಮುಖ್ಯಮಂತ್ರಿ ಡಿ.ಕೆ.ಶಿವಕುಮಾರ್ ಈ ಪ್ರಕರಣದಲ್ಲಿ ತಪ್ಪು ನಡೆದಿರುವ ಪ್ರಮಾಣ ತನಿಖೆ ನಡೆಸಲಾಗುವುದು ಎಂದು ಹೇಳಿದ್ದಾರೆ. ಹಾಗಿದ್ದರೆ ಮೊದಲು ಸಚಿವರಿಂದ ರಾಜೀನಾಮೆ ಪಡೆಯಬೇಕು. ಇನ್ನೊಂದು ಬಾಂಬ್ ಸಿಡಿಸಿದ್ದಾರೆ. ಅಲ್ಪಸಂಖ್ಯಾತರ ಅಭಿವೃದ್ಧಿ ನಿಗಮದಲ್ಲಿ 17 ಕೋಟಿ ರೂ. ಬಿಡುಗಡೆ ಮಾಡಿದ್ದಾರೆ. ಆದರೆ ವಿಧಾನಸಭಾ ಕ್ಷೇತ್ರದಲ್ಲಿ ಮೌಲಾನಾ ಆಜಾದ್ ಶಾಲೆ ನಿರ್ಮಾಣ ಮಾಡುತ್ತಿಲ್ಲ ಎಂದು ದೂರಿದರು. ಈ ಎಲ್ಲಾ ಅಕ್ರಮಗಳ ಬಗ್ಗೆ ಸಮಗ್ರ ತನಿಖೆ ನಡೆಸಬೇಕು ಎಂದರು. (1300, 1915, 1512, 2125)
story6-headline-1: 'ಸರ್ಕಾರದ ಭ್ರಷ್ಟಾಚಾರಕ್ಕೆ ಕಾಂಗ್ರೆಸ್ ಶಾಸಕರೇ ಸಾಕ್ಷಿ ಹೇಳಿದ್ದಾರೆ' (445, 1796, 1174, 1839)
registration-line: BEVARA HANI REGIONAL KANNADA DAILY, TUMAKURU, RNI: KAR/KAN/2018/77627, Volume : 007, ISSUE : 216, Pages: 08, Rs. 3.00 (441, 200, 1270, 213)
story2-column-1 (864, 398, 1178, 1160)
cmyk-marks (1257, 2390, 1301, 2406)
quote-line-1: "ರಾಜ್ಯದಲ್ಲಿ ಆಡಳಿತ ಸಂಪೂರ್ಣ ವಿಫಲ: (1304, 155, 1450, 169)
story2-headline-1: ಅನುದಾನ ಹಂಚಿಕೆ: ಕಾಂಗ್ರೆಸ್ ಶಾಸಕರ ಅತೃಪ್ತಿ (873, 263, 1361, 302)
divider-2 (7, 1169, 1512, 1171)
divider-3 (435, 1174, 436, 2038)
story3-headline-2: ಬೃಹತ್ ಪ್ರತಿಭಟನೆ (7, 1226, 235, 1272)
story3-headline-1: ವಸತಿಗಾಗಿ, ವಸತಿ ರಹಿತರ (7, 1177, 327, 1223)
story1-photo-caption: ಕಂದಾಯ ಇಲಾಖೆ ಪ್ರಗತಿ ಪರಿಶೀಲನಾ ಸಭೆ (351, 638, 508, 654)
story6-col3-text: ಸಿದ್ದರಾಮಯ್ಯ ಅವರು ಅಧಿಕಾರದಲ್ಲಿ ಮುಂದುವರೆಯಲು ನೈತಿಕ ಹಕ್ಕು ಕಳೆದುಕೊಂಡಿದ್ದಾರೆ. ಸರ್ಕಾರ ಜನರ ವಿಶ್ವಾಸ ಕಳೆದುಕೊಂಡಿದೆ. ಕೂಡಲೇ ರಾಜೀನಾಮೆ ನೀಡಬೇಕು. ಇಲ್ಲದಿದ್ದರೆ ರಾಜ್ಯಪಾಲರು ಮಧ್ಯಪ್ರವೇಶಿಸಬೇಕು ಎಂದು ಆಗ್ರಹಿಸಿದರು. ಹಗರಣಗಳಲ್ಲಿ ಸರ್ಕಾರ ಮುಳುಗಿ ಹೋಗಿದೆ ಎಂದು ಅವರು ಟೀಕಿಸಿದರು. (995, 2124, 1292, 2217)
story7-column-1 (7, 2136, 274, 2390)
story7-col1-text: ಬೆಂಗಳೂರು: ಮನೆ ಹಂಚಿಕೆಗೆ ಲಂಚ ಪಡೆದಿರುವ ಆರೋಪದ ಹಿನ್ನೆಲೆಯಲ್ಲಿ ವಸತಿ ಸಚಿವ ಜಮೀರ್ ಅಹಮದ್ ಖಾನ್ ರಾಜೀನಾಮೆ ಕೊಟ್ಟು ತನಿಖೆ ಎದುರಿಸಲಿ ಎಂದು ಬಿಜೆಪಿ ಮುಖಂಡ ಗೋಪಾಲಕೃಷ್ಣ ಆಗ್ರಹಿಸಿದರು. ಕಾಂಗ್ರೆಸ್ ಶಾಸಕ ಬಿ.ಆರ್.ಪಾಟೀಲ್ ಅವರೇ ಈ ಬಗ್ಗೆ ಆರೋಪ ಮಾಡಿದ್ದಾರೆ. ಸಿದ್ದರಾಮಯ್ಯನವರ ಸರ್ಕಾರದಲ್ಲಿ ಎಲ್ಲಾ ಇಲಾಖೆಗಳಲ್ಲಿ ಭ್ರಷ್ಟಾಚಾರ ತಾಂಡವವಾಡುತ್ತಿದೆ. ಸಚಿವರು ನೈತಿಕ ಹೊಣೆ ಹೊತ್ತು ಕೂಡಲೇ ರಾಜೀನಾಮೆ ನೀಡಬೇಕು ಎಂದರು. (7, 2161, 274, 2293)
story6-byline: 'ಬೇವರ ಹನಿ' ವರದಿ (445, 1915, 523, 1929)
story4-headline-1: 'ಕಡ್ಡಾಯವಾಗಿ ಬೆಳೆ ಸಮೀಕ್ಷೆ ಮಾಡಿ' (445, 1403, 873, 1446)
